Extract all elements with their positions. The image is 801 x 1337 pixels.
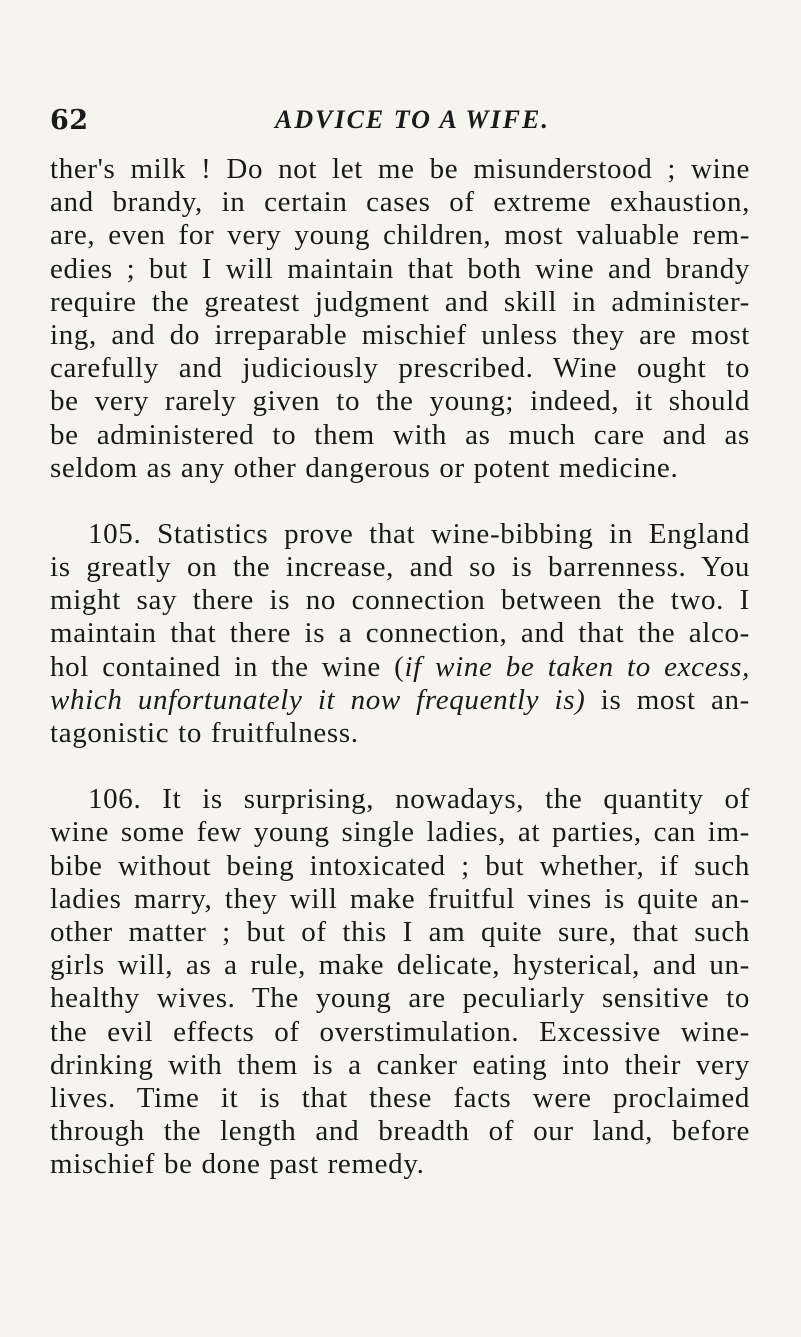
text-line: ing, and do irreparable mischief unless they are most [50, 318, 750, 351]
text-line: is greatly on the increase, and so is barrenness. You [50, 551, 750, 584]
text-line: be very rarely given to the young; indeed, it should [50, 385, 750, 418]
text-line: lives. Time it is that these facts were proclaimed [50, 1081, 750, 1114]
text-line: mischief be done past remedy. [50, 1148, 425, 1181]
text-line-mixed [50, 684, 750, 717]
text-line: bibe without being intoxicated ; but whether, if such [50, 849, 750, 882]
running-title: ADVICE TO A WIFE. [275, 105, 550, 134]
text-line: might say there is no connection between the two. I [50, 584, 750, 617]
text-line: drinking with them is a canker eating into their very [50, 1048, 750, 1081]
text-line: the evil effects of overstimulation. Excessive wine- [50, 1015, 750, 1048]
text-line: 106. It is surprising, nowadays, the quantity of [88, 783, 750, 816]
text-line: through the length and breadth of our land, before [50, 1115, 750, 1148]
text-line: carefully and judiciously prescribed. Wine ought to [50, 352, 750, 385]
italic-run: which unfortunately it now frequently is) [50, 683, 586, 716]
text-line: 105. Statistics prove that wine-bibbing in England [88, 517, 750, 550]
text-line: healthy wives. The young are peculiarly sensitive to [50, 982, 750, 1015]
running-head [50, 105, 750, 145]
paragraph-106 [50, 783, 750, 1181]
text-line: wine some few young single ladies, at parties, can im- [50, 816, 750, 849]
text-line-mixed [50, 651, 750, 684]
paragraph-continuation [50, 153, 750, 485]
italic-run: if wine be taken to excess, [404, 650, 750, 683]
text-line: require the greatest judgment and skill in administer- [50, 285, 750, 318]
text-line: and brandy, in certain cases of extreme exhaustion, [50, 186, 750, 219]
text-line: girls will, as a rule, make delicate, hysterical, and un- [50, 949, 750, 982]
text-line: be administered to them with as much care and as [50, 418, 750, 451]
text-run: hol contained in the wine ( [50, 650, 405, 683]
text-line: are, even for very young children, most valuable rem- [50, 219, 750, 252]
paragraph-gap [50, 750, 750, 783]
text-line: ladies marry, they will make fruitful vines is quite an- [50, 882, 750, 915]
text-line: seldom as any other dangerous or potent medicine. [50, 451, 679, 484]
page-number: 62 [50, 105, 89, 136]
text-line: ther's milk ! Do not let me be misunderstood ; wine [50, 153, 750, 185]
text-run: is most an- [585, 683, 750, 716]
text-line: edies ; but I will maintain that both wine and brandy [50, 252, 750, 285]
paragraph-105 [50, 518, 750, 750]
text-line: tagonistic to fruitfulness. [50, 717, 359, 749]
paragraph-gap [50, 485, 750, 518]
body-text [50, 153, 750, 1181]
text-line: maintain that there is a connection, and that the alco- [50, 617, 750, 650]
text-line: other matter ; but of this I am quite sure, that such [50, 915, 750, 948]
